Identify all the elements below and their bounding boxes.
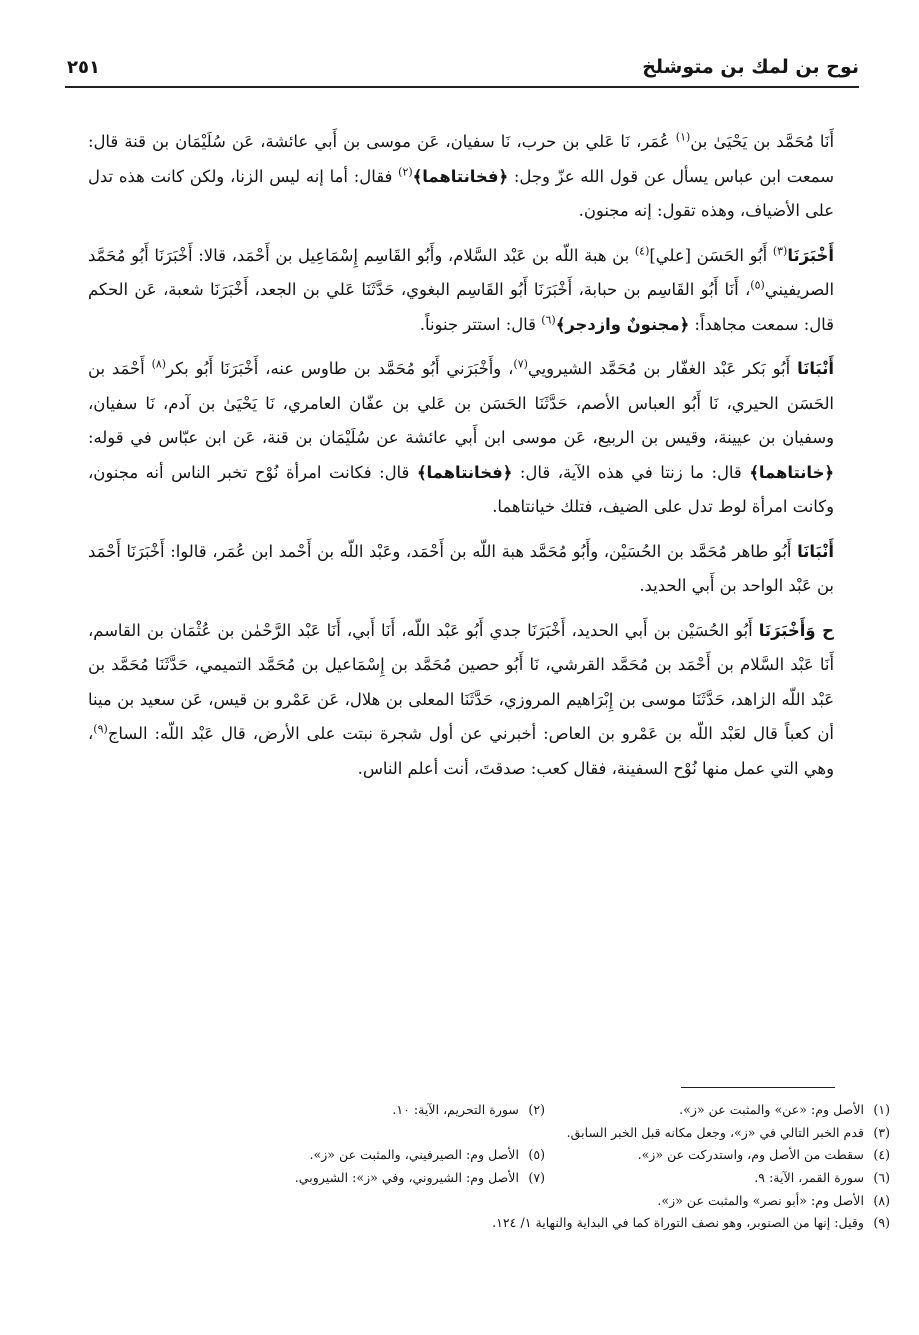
footnote-ref-8: (٨) [151, 357, 167, 371]
footnote-line [120, 1122, 890, 1145]
footnote-ref-1: (١) [675, 130, 691, 144]
footnote-number: (٨) [873, 1192, 890, 1208]
footnote-text: الأصل وم: الصيرفيني، والمثبت عن «ز». [309, 1147, 519, 1163]
footnote-number: (٤) [873, 1147, 890, 1163]
text-run: ، أَنَا أَبُو القَاسِم بن حبابة، أَخْبَرَنَا أَبُو القَاسِم البغوي، حَدَّثَنَا عَلي بن الجعد، أَخْبَرَنَا شعبة، عَن الحكم قال: سمعت مجاهداً: [88, 280, 834, 334]
text-run: قال: ما زنتا في هذه الآية، قال: [512, 462, 750, 482]
text-run: أَنَا مُحَمَّد بن يَحْيَىٰ بن [690, 132, 835, 151]
footnote-2 [392, 1099, 545, 1122]
text-run: قال: استتر جنوناً. [419, 314, 542, 334]
footnote-6 [545, 1167, 890, 1190]
footnote-4 [545, 1144, 890, 1167]
paragraph-4 [88, 535, 834, 604]
footnote-ref-2: (٢) [398, 165, 413, 179]
main-text [88, 125, 834, 796]
quran-quote: ﴿فخانتاهما﴾ [416, 462, 513, 482]
text-run: ، وهي التي عمل منها نُوْح السفينة، فقال كعب: صدقتَ، أنت أعلم الناس. [88, 724, 834, 778]
footnote-line [120, 1167, 890, 1190]
footnote-text: سقطت من الأصل وم، واستدركت عن «ز». [637, 1147, 864, 1163]
footnote-line [120, 1190, 890, 1213]
footnote-text: الأصل وم: «عن» والمثبت عن «ز». [679, 1102, 864, 1117]
running-title: نوح بن لمك بن متوشلخ [642, 56, 859, 78]
text-run: أَبُو الحُسَيْن بن أَبي الحديد، أَخْبَرَنَا جدي أَبُو عَبْد اللّه، أَنَا أَبي، أَنَا عَبْد الرَّحْمٰن بن عُثْمَان بن القاسم، أَنَا عَبْد السَّلام بن أَحْمَد بن مُحَمَّد القرشي، نَا أَبُو حصين مُحَمَّد بن إِسْمَاعيل بن مُحَمَّد التميمي، حَدَّثَنَا مُحَمَّد بن عَبْد اللّه الزاهد، حَدَّثَنَا موسى بن إِبْرَاهيم المروزي، حَدَّثَنَا المعلى بن هلال، عَن عَمْرو بن قيس، عَن سعيد بن مينا أن كعباً قال لعَبْد اللّه بن عَمْرو بن العاص: أخبرني عن أول شجرة نبتت على الأرض، قال عَبْد اللّه: الساج [88, 620, 834, 743]
chain-opening: أَخْبَرَنَا [787, 245, 834, 265]
footnote-number: (٣) [873, 1124, 890, 1140]
text-run: عُمَر، نَا عَلي بن حرب، نَا سفيان، عَن موسى بن أَبي عائشة، عَن سُلَيْمَان بن قنة قال: سمعت ابن عباس يسأل عن قول الله عزّ وجل: [88, 132, 835, 186]
footnote-5 [309, 1144, 545, 1167]
text-run: أَحْمَد بن الحَسَن الحيري، نَا أَبُو العباس الأصم، حَدَّثَنَا الحَسَن بن عَلي بن عفّان العامري، نَا يَحْيَىٰ بن آدم، نَا سفيان، وسفيان بن عيينة، وقيس بن الربيع، عَن موسى ابن أَبي عائشة عن سُلَيْمَان بن قنة، عَن ابن عبّاس في قوله: [88, 359, 834, 447]
chain-opening: أَنْبَانَا [797, 541, 834, 561]
footnote-ref-7: (٧) [513, 357, 528, 371]
text-run: أَبُو الحَسَن [علي] [649, 245, 773, 265]
text-run: بن هبة اللّه بن عَبْد السَّلام، وأَبُو القَاسِم إِسْمَاعِيل بن أَحْمَد، قالا: أَخْبَرَنَا أَبُو مُحَمَّد الصريفيني [88, 245, 834, 299]
footnote-text: قدم الخبر التالي في «ز»، وجعل مكانه قبل الخبر السابق. [566, 1124, 864, 1140]
text-run: أَبُو بَكر عَبْد الغفّار بن مُحَمَّد الشيرويي [527, 359, 798, 378]
footnote-3 [567, 1122, 890, 1145]
footnote-line [120, 1144, 890, 1167]
quran-quote: ﴿مجنونٌ وازدجر﴾ [555, 314, 690, 334]
quran-quote: ﴿خانتاهما﴾ [749, 462, 834, 482]
footnote-text: الأصل وم: الشيروني، وفي «ز»: الشيروبي. [294, 1170, 519, 1186]
footnote-separator [681, 1087, 835, 1088]
page-number: ٢٥١ [67, 57, 100, 78]
footnote-number: (٦) [873, 1170, 890, 1186]
paragraph-1 [88, 125, 834, 229]
text-run: فقال: أما إنه ليس الزنا، ولكن كانت هذه تدل على الأضياف، وهذه تقول: إنه مجنون. [88, 166, 834, 220]
chain-opening: ح وَأَخْبَرَنَا [758, 620, 834, 640]
footnote-ref-6: (٦) [541, 313, 556, 327]
footnote-8 [657, 1190, 890, 1213]
footnote-number: (٧) [528, 1170, 545, 1186]
footnote-line [120, 1212, 890, 1235]
footnote-text: سورة التحريم، الآية: ١٠. [392, 1102, 519, 1117]
footnote-number: (١) [873, 1102, 890, 1117]
chain-opening: أَنْبَانَا [797, 359, 834, 378]
footnote-1 [545, 1099, 890, 1122]
text-run: ، وأَخْبَرَني أَبُو مُحَمَّد بن طاوس عنه، أَخْبَرَنَا أَبُو بكر [166, 359, 514, 378]
paragraph-5 [88, 614, 834, 787]
footnote-ref-3: (٣) [772, 244, 788, 258]
paragraph-2 [88, 239, 834, 343]
footnote-ref-5: (٥) [750, 278, 765, 292]
footnote-text: وقيل: إنها من الصنوبر، وهو نصف التوراة كما في البداية والنهاية ١/ ١٢٤. [492, 1215, 864, 1231]
footnote-number: (٩) [873, 1215, 890, 1231]
footnote-ref-9: (٩) [93, 722, 108, 736]
page-header [65, 52, 859, 88]
text-run: قال: فكانت امرأة نُوْح تخبر الناس أنه مجنون، وكانت امرأة لوط تدل على الضيف، فتلك خيانتاهما. [88, 462, 834, 516]
footnote-ref-4: (٤) [634, 244, 650, 258]
footnote-7 [295, 1167, 545, 1190]
footnote-number: (٢) [528, 1102, 545, 1117]
footnote-number: (٥) [528, 1147, 545, 1163]
quran-quote: ﴿فخانتاهما﴾ [412, 166, 509, 186]
text-run: أَبُو طاهر مُحَمَّد بن الحُسَيْن، وأَبُو مُحَمَّد هبة اللّه بن أَحْمَد، وعَبْد اللّه بن أَحْمد ابن عُمَر، قالوا: أَخْبَرَنَا أَحْمَد بن عَبْد الواحد بن أَبي الحديد. [88, 541, 834, 595]
footnotes [120, 1099, 890, 1235]
footnote-text: الأصل وم: «أبو نصر» والمثبت عن «ز». [657, 1192, 864, 1208]
footnote-9 [492, 1212, 890, 1235]
footnote-line [120, 1099, 890, 1122]
paragraph-3 [88, 352, 834, 525]
footnote-text: سورة القمر، الآية: ٩. [754, 1170, 864, 1186]
